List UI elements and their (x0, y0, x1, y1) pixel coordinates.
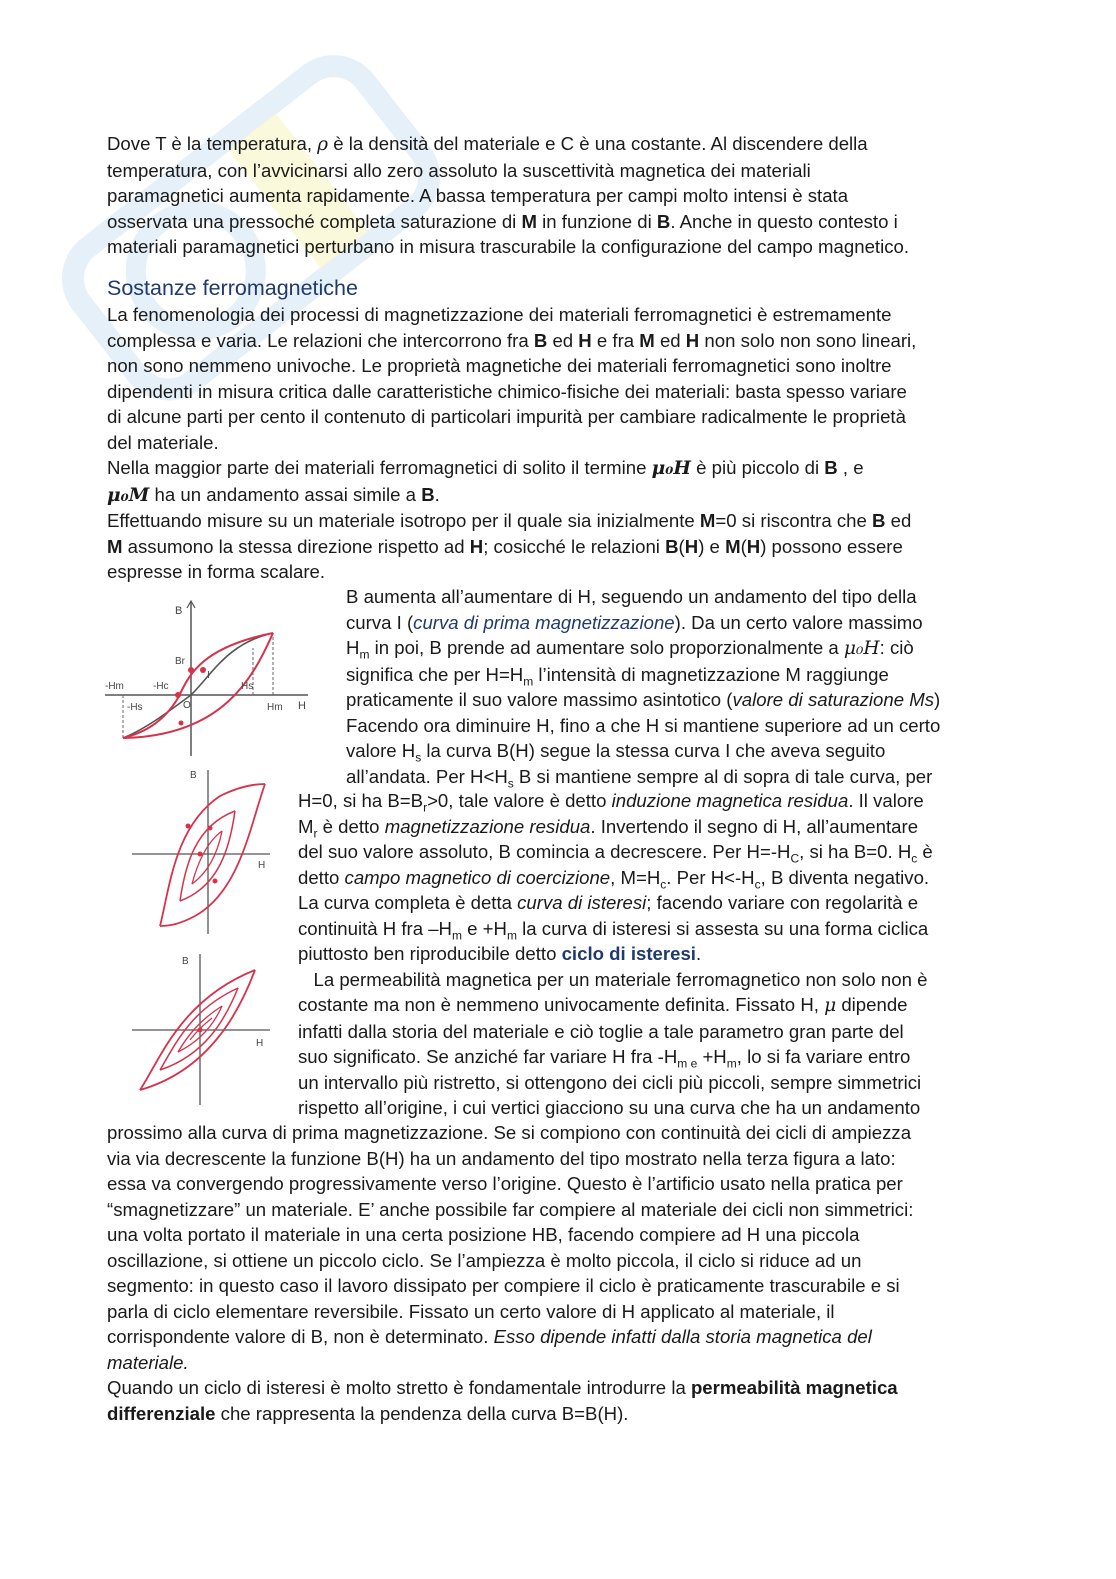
bottom-paragraph: prossimo alla curva di prima magnetizzazione. Se si compiono con continuità dei cicli di ampiezza via via decrescente la funzione B(H) ha un andamento del tipo mostrato nella terza figura a lato: essa va convergendo progressivamente verso l’origine. Questo è l’artificio usato nella pratica per “smagnetizzare” un materiale. E’ anche possibile far compiere al materiale dei cicli non simmetrici: una volta portato il materiale in una certa posizione HB, facendo compiere ad H una piccola oscillazione, si ottiene un piccolo ciclo. Se l’ampiezza è molto piccola, il ciclo si riduce ad un segmento: in questo caso il lavoro dissipato per compiere il ciclo è praticamente trascurabile e si parla di ciclo elementare reversibile. Fissato un certo valore di H applicato al materiale, il corrispondente valore di B, non è determinato. Esso dipende infatti dalla storia magnetica del materiale. Quando un ciclo di isteresi è molto stretto è fondamentale introdurre la permeabilità magnetica differenziale che rappresenta la pendenza della curva B=B(H). (107, 1122, 914, 1424)
fig1-label-b: B (175, 605, 183, 617)
fig1-label-br: Br (175, 656, 185, 667)
fig1-label-hs: Hs (241, 681, 254, 692)
wrap-text-lower: H=0, si ha $B=B_r>0$, tale valore è detto induzione magnetica residua. Il valore $M_r$ è detto magnetizzazione residua. Invertendo il segno di H, all’aumentare del suo valore assoluto, B comincia a decrescere. Per $H=-H_C$, si ha B=0. $H_c$ è detto campo magnetico di coercizione, $M=H_c$. Per $H<-H_c$, B diventa negativo. La curva completa è detta curva di isteresi; facendo variare con regolarità e continuità H fra $-H_m$ $e +H_m$ la curva di isteresi si assesta su una forma ciclica piuttosto ben riproducibile detto ciclo di isteresi. La permeabilità magnetica per un materiale ferromagnetico non solo non è costante ma non è nemmeno univocamente definita. Fissato H, μ dipende infatti dalla storia del materiale e ciò toglie a tale parametro gran parte del suo significato. Se anziché far variare H fra $-H_{m e} +H_m$, lo si fa variare entro un intervallo più ristretto, si ottengono dei cicli più piccoli, sempre simmetrici rispetto all’origine, i cui vertici giacciono su una curva che ha un andamento (298, 790, 933, 1118)
section-ferromagnetic: Sostanze ferromagnetiche La fenomenologia dei processi di magnetizzazione dei materiali ferromagnetici è estremamente complessa e varia. Le relazioni che intercorrono fra B ed H e fra M ed H non solo non sono lineari, non sono nemmeno univoche. Le proprietà magnetiche dei materiali ferromagnetici sono inoltre dipendenti in misura critica dalle caratteristiche chimico-fisiche dei materiali: basta spesso variare di alcune parti per cento il contenuto di particolari impurità per cambiare radicalmente le proprietà del materiale. Nella maggior parte dei materiali ferromagnetici di solito il termine μ₀𝑯 è più piccolo di B , e μ₀𝑴 ha un andamento assai simile a B. Effettuando misure su un materiale isotropo per il quale sia inizialmente M=0 si riscontra che B ed M assumono la stessa direzione rispetto ad H; cosicché le relazioni B(H) e M(H) possono essere espresse in forma scalare. (107, 264, 1012, 585)
fig1-label-hs-neg: -Hs (127, 702, 143, 713)
fig1-label-origin: O (183, 700, 191, 711)
fig1-label-curve-i: I (207, 670, 210, 681)
hysteresis-figure-3 (130, 950, 280, 1110)
fig2-label-h: H (258, 860, 266, 871)
fig3-label-b: B (182, 956, 189, 967)
fig1-label-hm: Hm (267, 702, 283, 713)
fig1-label-hm-neg: -Hm (105, 681, 124, 692)
hysteresis-figure-1 (103, 598, 313, 758)
fig1-label-h: H (298, 700, 306, 712)
fig1-label-hc-neg: -Hc (153, 681, 169, 692)
fig3-label-h: H (256, 1038, 264, 1049)
intro-paragraph: Dove T è la temperatura, ρ è la densità del materiale e C è una costante. Al discendere della temperatura, con l’avvicinarsi allo zero assoluto la suscettività magnetica dei materiali paramagnetici aumenta rapidamente. A bassa temperatura per campi molto intensi è stata osservata una pressoché completa saturazione di M in funzione di B. Anche in questo contesto i materiali paramagnetici perturbano in misura trascurabile la configurazione del campo magnetico. (107, 133, 910, 257)
wrap-text-upper: B aumenta all’aumentare di H, seguendo un andamento del tipo della curva I (curva di prima magnetizzazione). Da un certo valore massimo $H_m$ in poi, B prende ad aumentare solo proporzionalmente a μ₀H: ciò significa che per $H=H_m$ l’intensità di magnetizzazione M raggiunge praticamente il suo valore massimo asintotico (valore di saturazione Ms) Facendo ora diminuire H, fino a che H si mantiene superiore ad un certo valore $H_s$ la curva B(H) segue la stessa curva I che aveva seguito all’andata. Per $H<H_s$ B si mantiene sempre al di sopra di tale curva, per (346, 586, 941, 791)
fig2-label-b: B (190, 770, 197, 781)
section-title: Sostanze ferromagnetiche (107, 276, 358, 300)
hysteresis-figure-2 (130, 766, 280, 936)
